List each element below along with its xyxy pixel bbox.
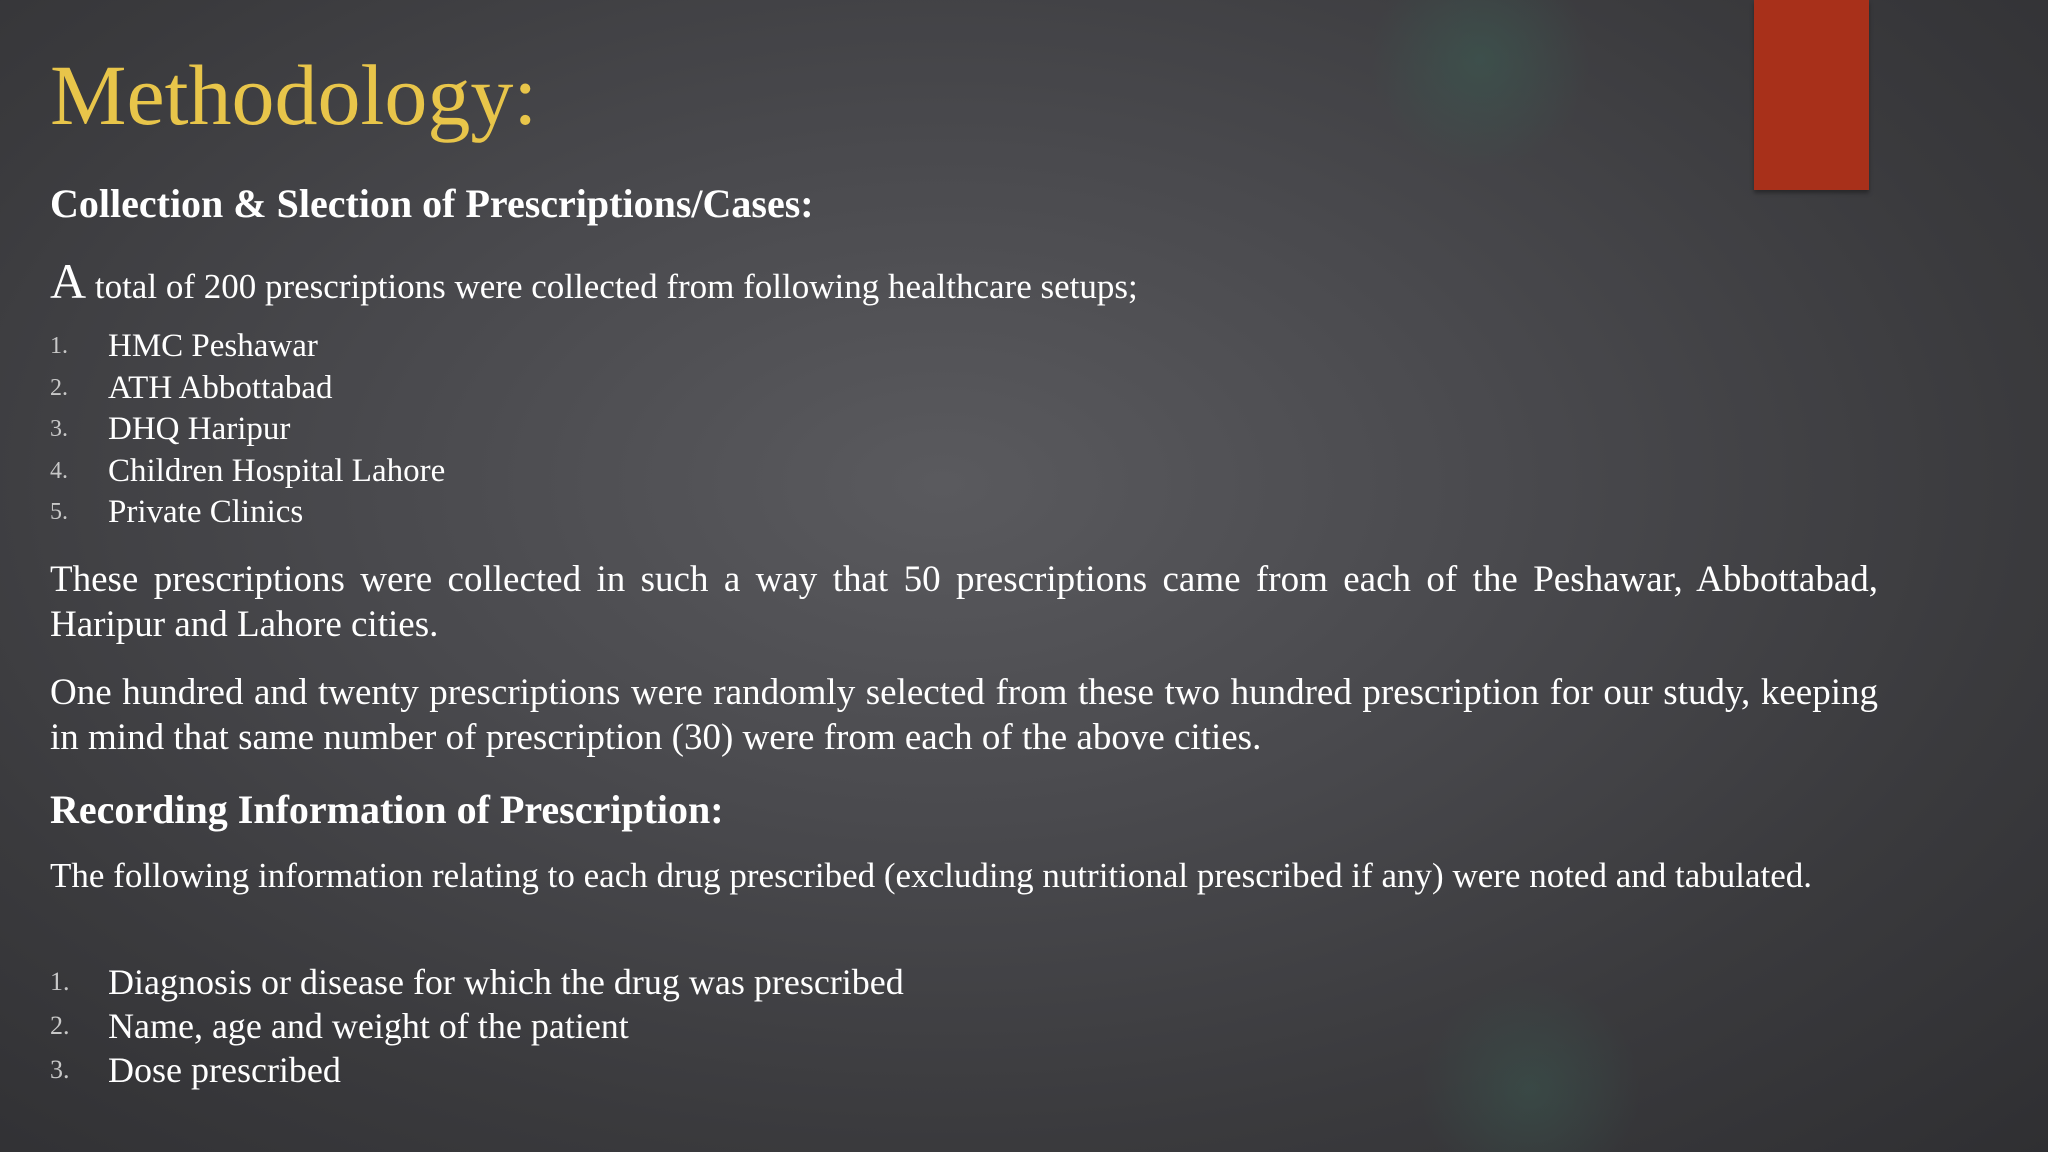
list-item-text: HMC Peshawar bbox=[108, 328, 318, 364]
list-item-text: Children Hospital Lahore bbox=[108, 452, 446, 489]
list-number: 3. bbox=[50, 416, 68, 442]
list-item-text: Diagnosis or disease for which the drug was prescribed bbox=[108, 962, 904, 1002]
section-heading-recording: Recording Information of Prescription: bbox=[50, 787, 724, 832]
list-item-text: Name, age and weight of the patient bbox=[108, 1006, 629, 1046]
intro-text bbox=[50, 253, 1138, 309]
section-heading-collection: Collection & Slection of Prescriptions/Cases: bbox=[50, 181, 814, 226]
intro-body: total of 200 prescriptions were collected from following healthcare setups; bbox=[86, 267, 1138, 306]
paragraph-recording: The following information relating to each drug prescribed (excluding nutritional prescribed if any) were noted and tabulated. bbox=[50, 856, 1813, 895]
slide-title: Methodology: bbox=[50, 47, 538, 143]
list-number: 3. bbox=[50, 1055, 70, 1084]
list-number: 2. bbox=[50, 1011, 70, 1040]
list-item-text: Private Clinics bbox=[108, 494, 304, 530]
list-number: 4. bbox=[50, 457, 68, 484]
paragraph-collection: These prescriptions were collected in such a way that 50 prescriptions came from each of the Peshawar, Abbottabad, Haripur and Lahore cities. bbox=[50, 559, 1878, 645]
list-item-text: DHQ Haripur bbox=[108, 411, 291, 447]
accent-bar bbox=[1754, 0, 1869, 190]
list-number: 1. bbox=[50, 967, 70, 996]
list-number: 1. bbox=[50, 333, 68, 359]
list-item-text: Dose prescribed bbox=[108, 1050, 341, 1090]
list-number: 5. bbox=[50, 499, 68, 525]
paragraph-selection: One hundred and twenty prescriptions were randomly selected from these two hundred prescription for our study, keeping in mind that same number of prescription (30) were from each of the above cities. bbox=[50, 672, 1878, 758]
list-item-text: ATH Abbottabad bbox=[108, 369, 333, 406]
list-number: 2. bbox=[50, 374, 68, 401]
intro-dropcap: A bbox=[50, 253, 87, 309]
